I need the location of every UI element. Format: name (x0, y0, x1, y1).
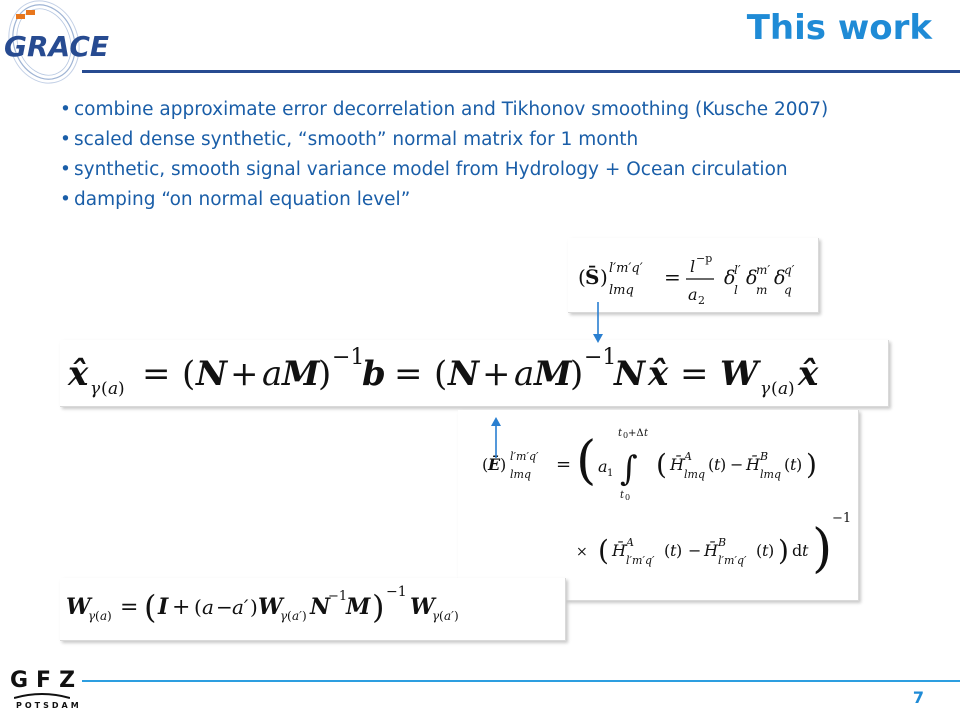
svg-text:=: = (394, 354, 423, 394)
grace-logo (0, 0, 130, 90)
svg-text:W: W (410, 594, 435, 620)
gfz-logo-subtext: POTSDAM (16, 701, 82, 710)
svg-text:H̄: H̄ (612, 541, 626, 560)
svg-text:lmq: lmq (609, 283, 634, 298)
svg-text:l′m′q′: l′m′q′ (718, 554, 747, 567)
svg-text:=: = (664, 265, 681, 289)
svg-text:B: B (760, 450, 769, 463)
svg-text:t: t (790, 455, 797, 474)
gfz-logo: GFZ (10, 668, 84, 693)
svg-text:S̄: S̄ (585, 265, 600, 289)
svg-text:∫: ∫ (620, 449, 638, 489)
svg-text:+: + (230, 354, 259, 394)
svg-text:q′: q′ (784, 263, 795, 277)
svg-text:−1: −1 (832, 511, 852, 526)
svg-text:(: ( (578, 265, 586, 289)
svg-text:): ) (676, 541, 683, 560)
svg-text:(: ( (439, 609, 444, 623)
regularized-solution-formula (60, 340, 888, 406)
svg-text:d: d (792, 541, 803, 560)
svg-text:l′m′q′: l′m′q′ (609, 261, 643, 276)
svg-text:−: − (216, 595, 233, 619)
svg-text:W: W (66, 594, 91, 620)
svg-text:a′: a′ (444, 609, 454, 623)
svg-text:W: W (720, 354, 759, 394)
gfz-logo-swoosh (14, 692, 70, 700)
svg-text:x̂: x̂ (68, 354, 89, 394)
svg-text:l′m′q′: l′m′q′ (510, 450, 539, 463)
svg-text:×: × (576, 544, 588, 560)
svg-text:lmq: lmq (760, 468, 781, 481)
svg-text:H̄: H̄ (704, 541, 718, 560)
bullet-item: • scaled dense synthetic, “smooth” normal matrix for 1 month (60, 129, 639, 150)
signal-variance-formula (568, 238, 818, 312)
error-covariance-formula-box (458, 410, 859, 601)
svg-text:lmq: lmq (510, 468, 531, 481)
svg-text:t: t (714, 455, 721, 474)
svg-text:): ) (796, 455, 803, 474)
svg-text:(: ( (784, 455, 791, 474)
svg-text:): ) (372, 588, 385, 626)
svg-text:(: ( (182, 354, 196, 394)
svg-text:(: ( (771, 379, 778, 399)
svg-text:H̄: H̄ (670, 455, 684, 474)
svg-text:0: 0 (623, 431, 629, 440)
svg-text:l′: l′ (734, 263, 741, 277)
svg-text:Ē: Ē (488, 455, 501, 474)
svg-text:): ) (600, 265, 608, 289)
svg-text:t: t (644, 428, 649, 439)
slide-title: This work (746, 8, 932, 48)
page-number: 7 (912, 688, 924, 707)
svg-text:N: N (614, 354, 646, 394)
svg-text:l: l (734, 283, 738, 297)
svg-text:A: A (626, 536, 634, 549)
svg-text:l: l (690, 257, 696, 276)
filter-matrix-formula (60, 578, 565, 640)
svg-text:I: I (158, 594, 169, 620)
svg-text:=: = (680, 354, 709, 394)
svg-text:(: ( (144, 588, 157, 626)
svg-text:+: + (172, 595, 191, 620)
svg-text:γ: γ (90, 379, 101, 399)
svg-text:−: − (688, 541, 702, 560)
svg-text:M: M (282, 354, 320, 394)
svg-text:): ) (570, 354, 584, 394)
svg-text:t: t (802, 541, 809, 560)
svg-text:): ) (250, 595, 258, 619)
svg-text:−1: −1 (584, 345, 617, 370)
svg-text:(: ( (101, 379, 108, 399)
svg-text:a: a (262, 354, 283, 394)
svg-text:GRACE: GRACE (4, 30, 110, 63)
svg-text:N: N (310, 594, 331, 620)
bullet-item: • damping “on normal equation level” (60, 189, 411, 210)
arrow-down-icon (588, 302, 608, 344)
svg-text:+: + (482, 354, 511, 394)
svg-text:): ) (118, 379, 125, 399)
error-covariance-formula (458, 410, 858, 600)
svg-text:1: 1 (607, 468, 614, 479)
svg-text:−1: −1 (332, 345, 365, 370)
svg-text:): ) (788, 379, 795, 399)
svg-text:): ) (107, 609, 112, 623)
svg-text:t: t (620, 490, 625, 501)
svg-text:(: ( (664, 541, 671, 560)
svg-text:M: M (534, 354, 572, 394)
svg-text:(: ( (287, 609, 292, 623)
svg-text:t: t (762, 541, 769, 560)
svg-text:lmq: lmq (684, 468, 705, 481)
svg-text:): ) (500, 455, 507, 474)
svg-text:+Δ: +Δ (628, 428, 644, 439)
svg-text:M: M (346, 594, 371, 620)
svg-text:−p: −p (696, 252, 713, 265)
svg-text:a: a (514, 354, 535, 394)
svg-text:a: a (598, 457, 608, 476)
svg-text:=: = (556, 454, 572, 475)
footer-divider (82, 680, 960, 682)
svg-text:x̂: x̂ (648, 354, 669, 394)
svg-text:): ) (454, 609, 459, 623)
svg-text:m: m (756, 283, 768, 297)
svg-text:(: ( (194, 595, 202, 619)
svg-text:a′: a′ (232, 595, 249, 619)
svg-text:x̂: x̂ (798, 354, 819, 394)
svg-text:a: a (202, 595, 214, 619)
arrow-up-icon (486, 416, 506, 458)
svg-text:): ) (768, 541, 775, 560)
svg-text:N: N (196, 354, 228, 394)
svg-text:0: 0 (625, 493, 631, 502)
svg-text:−1: −1 (386, 584, 407, 600)
svg-text:γ: γ (280, 609, 288, 623)
bullet-list (60, 95, 828, 215)
svg-text:2: 2 (698, 294, 705, 307)
svg-text:a′: a′ (292, 609, 302, 623)
svg-text:a: a (108, 379, 119, 399)
svg-text:H̄: H̄ (746, 455, 760, 474)
svg-text:=: = (120, 595, 139, 620)
svg-text:): ) (318, 354, 332, 394)
svg-text:a: a (778, 379, 789, 399)
bullet-item: • synthetic, smooth signal variance model from Hydrology + Ocean circulation (60, 159, 788, 180)
svg-text:−1: −1 (328, 589, 348, 604)
svg-text:γ: γ (760, 379, 771, 399)
svg-text:(: ( (434, 354, 448, 394)
svg-text:γ: γ (432, 609, 440, 623)
svg-text:): ) (812, 519, 833, 579)
svg-text:t: t (618, 428, 623, 439)
svg-text:(: ( (598, 534, 609, 567)
svg-text:l′m′q′: l′m′q′ (626, 554, 655, 567)
svg-text:a: a (688, 285, 698, 304)
svg-text:(: ( (708, 455, 715, 474)
svg-text:A: A (684, 450, 692, 463)
svg-text:δ: δ (724, 267, 736, 289)
svg-text:b: b (362, 354, 386, 394)
title-divider (82, 70, 960, 73)
svg-text:(: ( (576, 431, 597, 491)
svg-text:(: ( (656, 448, 667, 481)
svg-text:δ: δ (746, 267, 758, 289)
svg-text:W: W (258, 594, 283, 620)
svg-text:(: ( (756, 541, 763, 560)
svg-text:t: t (670, 541, 677, 560)
svg-text:B: B (718, 536, 727, 549)
svg-text:a: a (100, 609, 108, 623)
svg-text:q: q (784, 283, 792, 297)
svg-text:−: − (730, 455, 744, 474)
svg-text:(: ( (95, 609, 100, 623)
svg-text:(: ( (482, 455, 489, 474)
filter-matrix-formula-box (60, 578, 566, 641)
main-formula-box (60, 340, 889, 407)
svg-text:m′: m′ (756, 263, 771, 277)
svg-text:): ) (302, 609, 307, 623)
svg-text:δ: δ (774, 267, 786, 289)
svg-text:γ: γ (88, 609, 96, 623)
svg-text:N: N (448, 354, 480, 394)
svg-text:): ) (778, 534, 789, 567)
bullet-item: • combine approximate error decorrelation and Tikhonov smoothing (Kusche 2007) (60, 99, 829, 120)
svg-text:=: = (142, 354, 171, 394)
svg-text:): ) (720, 455, 727, 474)
svg-text:): ) (806, 448, 817, 481)
